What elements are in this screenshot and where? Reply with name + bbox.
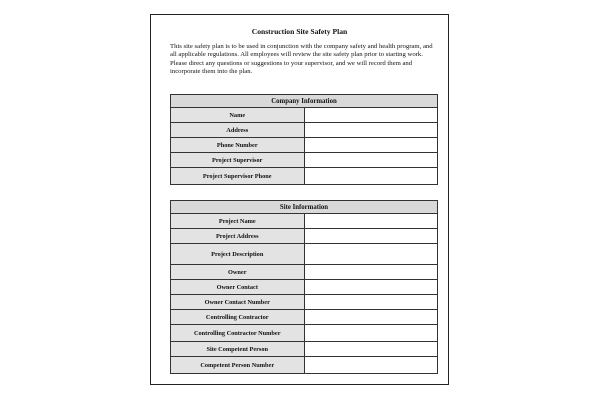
table-row <box>171 295 438 310</box>
field-label-project-supervisor: Project Supervisor <box>171 153 305 168</box>
table-row <box>171 310 438 325</box>
owner-contact-number-field[interactable] <box>304 295 438 310</box>
site-information-header: Site Information <box>171 201 438 214</box>
project-supervisor-phone-field[interactable] <box>304 168 438 185</box>
field-label-owner: Owner <box>171 265 305 280</box>
table-row <box>171 168 438 185</box>
field-label-address: Address <box>171 123 305 138</box>
intro-paragraph: This site safety plan is to be used in conjunction with the company safety and health program, and all applicable regulations. All employees will review the site safety plan prior to starting work. Please direct any questions or suggestions to your supervisor, and we will record them and incorporate them into the plan. <box>170 43 433 75</box>
table-row <box>171 214 438 229</box>
project-address-field[interactable] <box>304 229 438 244</box>
address-field[interactable] <box>304 123 438 138</box>
table-row <box>171 229 438 244</box>
owner-field[interactable] <box>304 265 438 280</box>
table-row <box>171 123 438 138</box>
company-information-table <box>170 94 438 185</box>
table-row <box>171 138 438 153</box>
table-row <box>171 108 438 123</box>
field-label-competent-person-number: Competent Person Number <box>171 357 305 374</box>
field-label-name: Name <box>171 108 305 123</box>
controlling-contractor-field[interactable] <box>304 310 438 325</box>
field-label-owner-contact: Owner Contact <box>171 280 305 295</box>
field-label-project-supervisor-phone: Project Supervisor Phone <box>171 168 305 185</box>
document-title: Construction Site Safety Plan <box>251 27 348 36</box>
table-row <box>171 280 438 295</box>
name-field[interactable] <box>304 108 438 123</box>
table-row <box>171 244 438 265</box>
company-information-header: Company Information <box>171 95 438 108</box>
field-label-project-address: Project Address <box>171 229 305 244</box>
site-information-table <box>170 200 438 374</box>
table-row <box>171 153 438 168</box>
field-label-owner-contact-number: Owner Contact Number <box>171 295 305 310</box>
owner-contact-field[interactable] <box>304 280 438 295</box>
project-supervisor-field[interactable] <box>304 153 438 168</box>
project-description-field[interactable] <box>304 244 438 265</box>
document-page <box>150 14 449 385</box>
field-label-project-name: Project Name <box>171 214 305 229</box>
project-name-field[interactable] <box>304 214 438 229</box>
table-row <box>171 357 438 374</box>
controlling-contractor-number-field[interactable] <box>304 325 438 342</box>
field-label-site-competent-person: Site Competent Person <box>171 342 305 357</box>
field-label-controlling-contractor: Controlling Contractor <box>171 310 305 325</box>
field-label-phone-number: Phone Number <box>171 138 305 153</box>
phone-number-field[interactable] <box>304 138 438 153</box>
table-row <box>171 342 438 357</box>
site-competent-person-field[interactable] <box>304 342 438 357</box>
field-label-project-description: Project Description <box>171 244 305 265</box>
competent-person-number-field[interactable] <box>304 357 438 374</box>
table-row <box>171 325 438 342</box>
table-row <box>171 265 438 280</box>
field-label-controlling-contractor-number: Controlling Contractor Number <box>171 325 305 342</box>
